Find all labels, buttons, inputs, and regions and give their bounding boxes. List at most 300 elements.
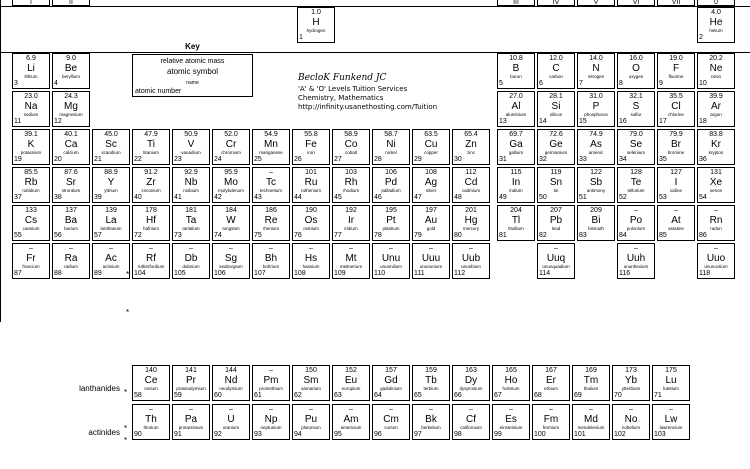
tuition-line-2: Chemistry, Mathematics — [298, 94, 384, 102]
element-mass: 79.9 — [669, 131, 683, 138]
element-name: vanadium — [181, 150, 201, 155]
element-mass: 39.9 — [709, 93, 723, 100]
element-number: 59 — [174, 392, 182, 399]
element-symbol: Ir — [347, 215, 355, 226]
element-number: 14 — [539, 118, 547, 125]
element-mass: 197 — [425, 207, 437, 214]
element-symbol: Ho — [504, 375, 518, 386]
element-symbol: W — [226, 215, 236, 226]
element-symbol: Uuo — [706, 253, 726, 264]
element-symbol: P — [592, 101, 600, 112]
element-name: terbium — [423, 386, 439, 391]
element-symbol: Bi — [591, 215, 601, 226]
element-number: 96 — [374, 431, 382, 438]
element-number: 79 — [414, 232, 422, 239]
element-cell-hg — [452, 205, 490, 241]
element-symbol: V — [187, 139, 195, 150]
element-cell-am — [332, 404, 370, 440]
element-number: 69 — [574, 392, 582, 399]
element-cell-ir — [332, 205, 370, 241]
element-name: arsenic — [588, 150, 604, 155]
element-name: caesium — [22, 226, 40, 231]
element-mass: 169 — [585, 367, 597, 374]
element-cell-nb — [172, 167, 210, 203]
element-number: 67 — [494, 392, 502, 399]
element-name: potassium — [20, 150, 42, 155]
element-number: 71 — [654, 392, 662, 399]
element-symbol: Es — [505, 414, 517, 425]
element-mass: 119 — [550, 169, 562, 176]
element-mass: – — [349, 406, 353, 413]
element-name: gallium — [508, 150, 524, 155]
element-cell-si — [537, 91, 575, 127]
element-mass: 165 — [505, 367, 517, 374]
element-cell-uuo — [697, 243, 735, 279]
element-mass: – — [589, 406, 593, 413]
element-cell-sg — [212, 243, 250, 279]
element-symbol: Sm — [303, 375, 319, 386]
element-cell-mg — [52, 91, 90, 127]
element-number: 99 — [494, 431, 502, 438]
element-symbol: Np — [264, 414, 278, 425]
element-cell-se — [617, 129, 655, 165]
element-cell-uuu — [412, 243, 450, 279]
element-symbol: Al — [511, 101, 521, 112]
element-symbol: Te — [630, 177, 642, 188]
element-name: palladium — [381, 188, 401, 193]
element-number: 78 — [374, 232, 382, 239]
element-mass: 58.9 — [344, 131, 358, 138]
element-cell-gd — [372, 365, 410, 401]
element-mass: 101 — [305, 169, 317, 176]
element-name: titanium — [143, 150, 159, 155]
element-symbol: Sn — [549, 177, 563, 188]
element-mass: 178 — [145, 207, 157, 214]
element-mass: 58.7 — [384, 131, 398, 138]
element-number: 7 — [579, 80, 583, 87]
element-mass: 85.5 — [24, 169, 38, 176]
element-number: 40 — [134, 194, 142, 201]
element-name: gadolinium — [380, 386, 402, 391]
element-mass: – — [549, 406, 553, 413]
element-symbol: Uuu — [421, 253, 441, 264]
element-number: 109 — [334, 270, 346, 277]
element-mass: 79.0 — [629, 131, 643, 138]
element-mass: 157 — [385, 367, 397, 374]
element-mass: – — [389, 406, 393, 413]
element-symbol: Unu — [381, 253, 401, 264]
element-mass: – — [674, 207, 678, 214]
element-number: 9 — [659, 80, 663, 87]
element-cell-pt — [372, 205, 410, 241]
element-symbol: Br — [671, 139, 681, 150]
element-cell-os — [292, 205, 330, 241]
element-symbol: Ra — [64, 253, 78, 264]
element-name: nobelium — [621, 425, 641, 430]
element-mass: 31.0 — [589, 93, 603, 100]
element-name: thulium — [583, 386, 599, 391]
actinium-star: * — [126, 308, 130, 317]
element-name: sulfur — [630, 112, 642, 117]
element-number: 105 — [174, 270, 186, 277]
group-label-5: V — [577, 0, 615, 6]
element-cell-fr — [12, 243, 50, 279]
element-name: ununquadium — [542, 264, 570, 269]
element-name: osmium — [303, 226, 319, 231]
element-number: 47 — [414, 194, 422, 201]
element-name: platinum — [382, 226, 400, 231]
element-symbol: La — [105, 215, 117, 226]
element-number: 2 — [699, 34, 703, 41]
element-name: rhodium — [342, 188, 360, 193]
element-cell-he — [697, 7, 735, 43]
element-cell-ne — [697, 53, 735, 89]
element-name: ununbium — [461, 264, 481, 269]
element-name: lawrencium — [659, 425, 683, 430]
element-number: 70 — [614, 392, 622, 399]
element-cell-o — [617, 53, 655, 89]
element-mass: 133 — [25, 207, 37, 214]
element-symbol: Os — [304, 215, 318, 226]
element-mass: 32.1 — [629, 93, 643, 100]
element-number: 42 — [214, 194, 222, 201]
element-symbol: F — [672, 63, 680, 74]
element-cell-u — [212, 404, 250, 440]
element-cell-fm — [532, 404, 570, 440]
element-cell-ca — [52, 129, 90, 165]
element-cell-lw — [652, 404, 690, 440]
element-cell-zr — [132, 167, 170, 203]
element-cell-sb — [577, 167, 615, 203]
element-name: samarium — [301, 386, 321, 391]
element-name: strontium — [61, 188, 81, 193]
element-symbol: O — [632, 63, 640, 74]
element-number: 45 — [334, 194, 342, 201]
element-mass: – — [469, 245, 473, 252]
element-number: 18 — [699, 118, 707, 125]
element-number: 29 — [414, 156, 422, 163]
element-mass: 39.1 — [24, 131, 38, 138]
element-cell-lu — [652, 365, 690, 401]
element-number: 102 — [614, 431, 626, 438]
element-mass: 1.0 — [311, 9, 321, 16]
element-cell-ag — [412, 167, 450, 203]
element-cell-bk — [412, 404, 450, 440]
element-symbol: Li — [27, 63, 35, 74]
element-number: 26 — [294, 156, 302, 163]
element-mass: 195 — [385, 207, 397, 214]
element-cell-cs — [12, 205, 50, 241]
element-cell-tc — [252, 167, 290, 203]
element-mass: – — [149, 406, 153, 413]
element-number: 55 — [14, 232, 22, 239]
element-mass: – — [389, 245, 393, 252]
element-cell-sn — [537, 167, 575, 203]
element-number: 51 — [579, 194, 587, 201]
element-number: 72 — [134, 232, 142, 239]
element-symbol: Zn — [465, 139, 477, 150]
element-symbol: Rb — [24, 177, 38, 188]
element-symbol: Tc — [266, 177, 276, 188]
element-cell-pr — [172, 365, 210, 401]
element-number: 17 — [659, 118, 667, 125]
element-name: dysprosium — [459, 386, 483, 391]
element-symbol: Gd — [384, 375, 398, 386]
element-cell-rn — [697, 205, 735, 241]
element-symbol: U — [227, 414, 235, 425]
element-number: 73 — [174, 232, 182, 239]
group-label-7: VII — [657, 0, 695, 6]
element-name: seaborgium — [219, 264, 243, 269]
element-name: cadmium — [461, 188, 481, 193]
element-symbol: Ti — [147, 139, 155, 150]
actinides-label: actinides — [88, 428, 120, 437]
element-cell-rf — [132, 243, 170, 279]
element-symbol: Mn — [264, 139, 278, 150]
element-number: 10 — [699, 80, 707, 87]
element-name: carbon — [549, 74, 563, 79]
element-symbol: Re — [264, 215, 278, 226]
element-symbol: Mo — [224, 177, 238, 188]
element-name: rhenium — [262, 226, 280, 231]
element-cell-v — [172, 129, 210, 165]
element-number: 36 — [699, 156, 707, 163]
element-cell-sm — [292, 365, 330, 401]
element-symbol: Ca — [64, 139, 78, 150]
element-symbol: He — [709, 17, 723, 28]
element-name: europium — [341, 386, 361, 391]
element-number: 49 — [499, 194, 507, 201]
element-name: tellurium — [627, 188, 645, 193]
element-number: 88 — [54, 270, 62, 277]
tuition-line-1: 'A' & 'O' Levels Tuition Services — [298, 85, 408, 93]
element-name: bromine — [667, 150, 685, 155]
element-mass: – — [229, 406, 233, 413]
element-name: fermium — [542, 425, 560, 430]
element-mass: 137 — [65, 207, 77, 214]
element-name: mendelevium — [577, 425, 605, 430]
element-number: 3 — [14, 80, 18, 87]
element-mass: 88.9 — [104, 169, 118, 176]
element-cell-ni — [372, 129, 410, 165]
element-cell-rb — [12, 167, 50, 203]
element-mass: 4.0 — [711, 9, 721, 16]
element-name: bohrium — [262, 264, 280, 269]
key-number-label: atomic number — [135, 88, 182, 95]
element-symbol: Nd — [224, 375, 238, 386]
element-mass: 106 — [385, 169, 397, 176]
element-number: 65 — [414, 392, 422, 399]
element-symbol: Zr — [146, 177, 156, 188]
element-name: yttrium — [104, 188, 118, 193]
element-mass: 128 — [630, 169, 642, 176]
element-number: 53 — [659, 194, 667, 201]
element-symbol: Fm — [543, 414, 559, 425]
element-cell-ra — [52, 243, 90, 279]
element-name: krypton — [708, 150, 724, 155]
element-mass: – — [29, 245, 33, 252]
tuition-block — [298, 74, 437, 112]
element-number: 52 — [619, 194, 627, 201]
element-number: 104 — [134, 270, 146, 277]
element-number: 30 — [454, 156, 462, 163]
element-number: 20 — [54, 156, 62, 163]
element-symbol: N — [592, 63, 600, 74]
element-symbol: Y — [107, 177, 115, 188]
element-symbol: Hs — [304, 253, 318, 264]
element-mass: 69.7 — [509, 131, 523, 138]
element-symbol: Er — [546, 375, 556, 386]
element-mass: 87.6 — [64, 169, 78, 176]
element-number: 85 — [659, 232, 667, 239]
element-number: 8 — [619, 80, 623, 87]
element-mass: 27.0 — [509, 93, 523, 100]
element-mass: 173 — [625, 367, 637, 374]
element-cell-cf — [452, 404, 490, 440]
element-number: 33 — [579, 156, 587, 163]
element-cell-pu — [292, 404, 330, 440]
element-name: xenon — [709, 188, 723, 193]
element-mass: 19.0 — [669, 55, 683, 62]
element-cell-ti — [132, 129, 170, 165]
element-symbol: Md — [584, 414, 598, 425]
element-number: 31 — [499, 156, 507, 163]
element-name: scandium — [101, 150, 121, 155]
element-cell-uuq — [537, 243, 575, 279]
group-label-3: III — [497, 0, 535, 6]
element-number: 81 — [499, 232, 507, 239]
element-mass: 127 — [670, 169, 682, 176]
element-symbol: C — [552, 63, 560, 74]
element-name: neodymium — [219, 386, 243, 391]
element-mass: 24.3 — [64, 93, 78, 100]
element-symbol: S — [632, 101, 640, 112]
element-number: 64 — [374, 392, 382, 399]
element-mass: – — [229, 245, 233, 252]
tuition-url[interactable]: http://infinity.usanethosting.com/Tuition — [298, 103, 438, 111]
element-name: zinc — [466, 150, 475, 155]
element-symbol: Nb — [184, 177, 198, 188]
element-cell-mo — [212, 167, 250, 203]
element-symbol: Ta — [185, 215, 197, 226]
element-mass: 52.0 — [224, 131, 238, 138]
element-name: selenium — [626, 150, 645, 155]
key-box — [132, 54, 253, 97]
lanthanides-label: lanthanides — [79, 384, 120, 393]
element-number: 43 — [254, 194, 262, 201]
element-name: meitnerium — [339, 264, 363, 269]
element-cell-bh — [252, 243, 290, 279]
element-name: thorium — [143, 425, 159, 430]
group-label-4: IV — [537, 0, 575, 6]
element-cell-cd — [452, 167, 490, 203]
element-number: 100 — [534, 431, 546, 438]
element-symbol: Pu — [304, 414, 318, 425]
element-mass: 184 — [225, 207, 237, 214]
element-name: calcium — [63, 150, 79, 155]
element-mass: 23.0 — [24, 93, 38, 100]
element-number: 22 — [134, 156, 142, 163]
element-number: 58 — [134, 392, 142, 399]
element-number: 19 — [14, 156, 22, 163]
element-number: 92 — [214, 431, 222, 438]
element-mass: 144 — [225, 367, 237, 374]
element-number: 54 — [699, 194, 707, 201]
element-cell-hf — [132, 205, 170, 241]
element-mass: – — [269, 169, 273, 176]
element-symbol: Cf — [466, 414, 476, 425]
element-name: ununoctium — [704, 264, 728, 269]
element-cell-no — [612, 404, 650, 440]
element-mass: 14.0 — [589, 55, 603, 62]
element-symbol: Eu — [344, 375, 358, 386]
element-mass: – — [634, 245, 638, 252]
element-mass: – — [714, 245, 718, 252]
element-name: hydrogen — [306, 28, 326, 33]
element-name: curium — [384, 425, 398, 430]
element-cell-pa — [172, 404, 210, 440]
element-cell-ce — [132, 365, 170, 401]
element-symbol: Si — [551, 101, 561, 112]
element-symbol: Cm — [383, 414, 399, 425]
element-mass: 115 — [510, 169, 522, 176]
element-name: antimony — [586, 188, 606, 193]
element-name: phosphorus — [584, 112, 608, 117]
actinides-star-2: * — [124, 436, 128, 445]
element-symbol: Ar — [711, 101, 721, 112]
element-mass: 175 — [665, 367, 677, 374]
element-cell-es — [492, 404, 530, 440]
element-name: holmium — [502, 386, 520, 391]
element-number: 114 — [539, 270, 551, 277]
element-cell-in — [497, 167, 535, 203]
element-mass: 209 — [590, 207, 602, 214]
element-number: 48 — [454, 194, 462, 201]
element-mass: – — [149, 245, 153, 252]
element-symbol: Mg — [64, 101, 78, 112]
element-number: 95 — [334, 431, 342, 438]
element-cell-c — [537, 53, 575, 89]
element-cell-n — [577, 53, 615, 89]
element-cell-au — [412, 205, 450, 241]
element-name: einsteinium — [499, 425, 523, 430]
element-number: 103 — [654, 431, 666, 438]
element-mass: 207 — [550, 207, 562, 214]
element-symbol: Ne — [709, 63, 723, 74]
element-number: 61 — [254, 392, 262, 399]
element-mass: – — [309, 406, 313, 413]
element-number: 37 — [14, 194, 22, 201]
element-cell-db — [172, 243, 210, 279]
element-name: sodium — [23, 112, 39, 117]
element-number: 23 — [174, 156, 182, 163]
element-cell-cr — [212, 129, 250, 165]
element-symbol: Rn — [709, 215, 723, 226]
element-number: 90 — [134, 431, 142, 438]
element-cell-xe — [697, 167, 735, 203]
element-cell-yb — [612, 365, 650, 401]
element-mass: 12.0 — [549, 55, 563, 62]
element-number: 28 — [374, 156, 382, 163]
element-cell-y — [92, 167, 130, 203]
element-number: 101 — [574, 431, 586, 438]
element-name: neon — [710, 74, 721, 79]
element-name: nitrogen — [587, 74, 605, 79]
element-mass: – — [269, 367, 273, 374]
element-mass: – — [109, 245, 113, 252]
element-mass: – — [629, 406, 633, 413]
element-mass: 103 — [345, 169, 357, 176]
